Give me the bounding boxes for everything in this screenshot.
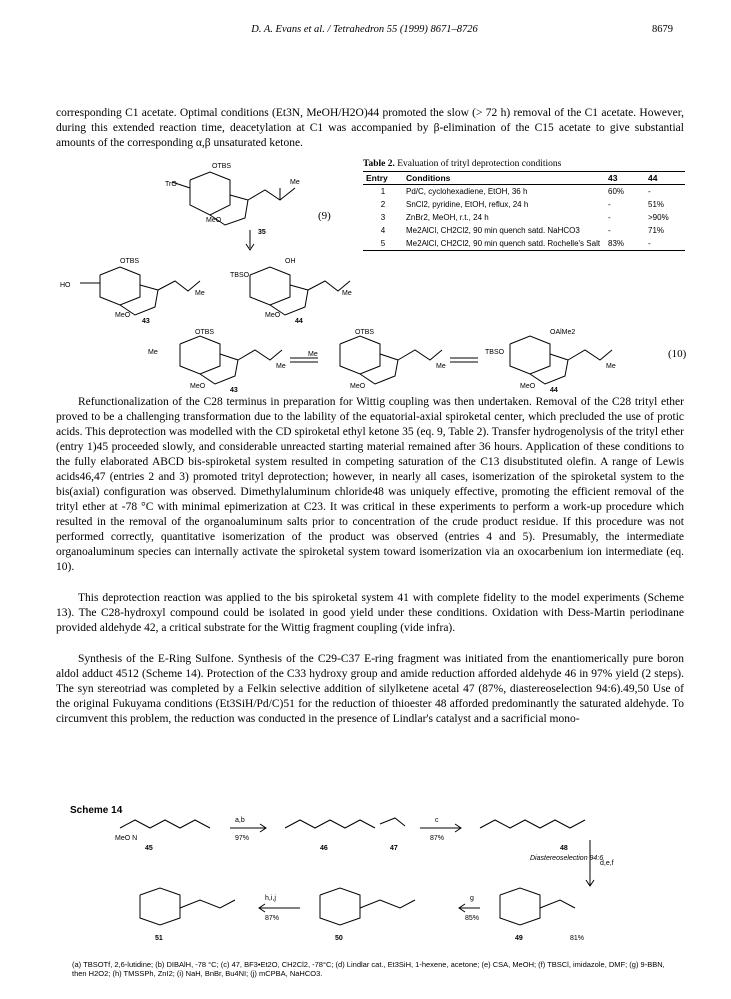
svg-text:Me: Me [276,363,286,370]
arrow-c-label: c [435,817,439,824]
compound-35-label: 35 [258,229,266,236]
arrow-ab-label: a,b [235,817,245,824]
compound-45-label: 45 [145,845,153,852]
svg-text:MeO: MeO [206,217,222,224]
body-paragraph-3: Synthesis of the E-Ring Sulfone. Synthesis of the C29-C37 E-ring fragment was initiated from the enantiomerically pure boron aldol adduct 4512 (Scheme 14). Protection of the C33 hydroxy group and amide reduction afforded aldehyde 46 in 97% yield (2 steps). The syn stereotriad was completed by a Felkin selective addition of silylketene acetal 47 (87%, diastereoselection 94:6).49,50 Use of the original Fukuyama conditions (Et3SiH/Pd/C)51 for the reduction of thioester 48 afforded predominantly the saturated aldehyde. To circumvent this problem, the reduction was conducted in the presence of Lindlar's catalyst and a sacrificial mono- [56,653,684,725]
table-cell: 83% [605,237,645,251]
scheme-footnote: (a) TBSOTf, 2,6-lutidine; (b) DIBAlH, -78 °C; (c) 47, BF3•Et2O, CH2Cl2, -78°C; (d) Lindlar cat., Et3SiH, 1-hexene, acetone; (e) CSA, MeOH; (f) TBSCl, imidazole, DMF; (g) 9-BBN, then H2O2; (h) TMSSPh, ZnI2; (i) NaH, BnBr, Bu4NI; (j) mCPBA, NaHCO3. [72,960,665,978]
compound-48-label: 48 [560,845,568,852]
svg-text:MeO: MeO [115,312,131,319]
eq10-number: (10) [668,348,687,360]
table-row [363,224,685,237]
running-title: D. A. Evans et al. / Tetrahedron 55 (1999) 8671–8726 [251,24,478,35]
table-cell: ZnBr2, MeOH, r.t., 24 h [406,213,489,222]
table-header-cell: Conditions [403,172,605,185]
yield-85-label: 85% [465,915,480,922]
body-paragraph-2: This deprotection reaction was applied to the bis spiroketal system 41 with complete fidelity to the model experiments (Scheme 13). The C28-hydroxyl compound could be isolated in good yield under these conditions. Oxidation with Dess-Martin periodinane provided aldehyde 42, a critical substrate for the Wittig fragment coupling (vide infra). [56,592,684,634]
svg-text:MeO: MeO [265,312,281,319]
eq10-structures [140,326,660,396]
table-cell: >90% [648,213,669,222]
table-title: Table 2. Evaluation of trityl deprotection conditions [363,159,562,169]
eq9-number: (9) [318,210,331,222]
table-cell: Me2AlCl, CH2Cl2, 90 min quench satd. NaHCO3 [406,226,580,235]
table-row [363,198,685,211]
table-data [363,171,685,251]
table-cell: 5 [363,237,403,251]
compound-51-label: 51 [155,935,163,942]
table-cell: 71% [648,226,665,235]
svg-text:Me: Me [195,290,205,297]
table-cell: 51% [648,200,665,209]
svg-text:MeO: MeO [190,383,206,390]
svg-text:HO: HO [60,282,71,289]
svg-text:OTBS: OTBS [195,329,215,336]
table-cell: SnCl2, pyridine, EtOH, reflux, 24 h [406,200,529,209]
page-number: 8679 [652,24,673,35]
table-cell: - [608,200,611,209]
yield-87b-label: 87% [265,915,280,922]
svg-text:OH: OH [285,258,296,265]
diastereoselection-label: Diastereoselection 94:6 [530,855,604,862]
arrow-def-label: d,e,f [600,860,614,867]
arrow-hij-label: h,i,j [265,895,276,902]
table-cell: - [608,226,611,235]
svg-text:Me: Me [342,290,352,297]
page-header [56,24,673,38]
table-cell: 3 [380,213,386,222]
svg-text:MeO N: MeO N [115,835,138,842]
table-cell: 1 [380,187,386,196]
svg-text:Me: Me [290,179,300,186]
compound-44-label: 44 [295,318,303,325]
table-row [363,237,685,251]
table-cell: - [645,237,685,251]
table-cell: 60% [608,187,625,196]
table-cell: - [648,187,651,196]
svg-text:OTBS: OTBS [120,258,140,265]
eq9-products [60,255,360,325]
table-2 [363,159,685,251]
table-row [363,185,685,199]
scheme-14-drawing [60,800,680,960]
svg-text:MeO: MeO [350,383,366,390]
table-cell: Me2AlCl, CH2Cl2, 90 min quench satd. Rochelle's Salt [403,237,605,251]
scheme-title: Scheme 14 [70,805,123,816]
compound-49-label: 49 [515,935,523,942]
svg-text:OTBS: OTBS [212,163,232,170]
table-cell: - [608,213,611,222]
table-header-cell: Entry [363,172,403,185]
svg-text:MeO: MeO [520,383,536,390]
svg-text:OAlMe2: OAlMe2 [550,329,576,336]
table-row [363,211,685,224]
svg-text:TBSO: TBSO [230,272,250,279]
compound-43-label-eq10: 43 [230,387,238,394]
body-paragraph-1: Refunctionalization of the C28 terminus in preparation for Wittig coupling was then undertaken. Removal of the C28 trityl ether proved to be a challenging transformation due to the lability of the equatorial-axial spiroketal center, which precluded the use of protic acids. This deprotection was modelled with the CD spiroketal ethyl ketone 35 (eq. 9, Table 2). Transfer hydrogenolysis of the trityl ether (entry 1)45 proceeded slowly, and considerable unreacted starting material remained after 36 hours. Application of these conditions to the fully elaborated ABCD bis-spiroketal system resulted in competing saturation of the C13 disubstituted olefin. A range of Lewis acids46,47 (entries 2 and 3) promoted trityl deprotection; however, in nearly all cases, isomerization of the spiroketal system to the bis(axial) configuration was observed. Dimethylaluminum chloride48 was uniquely effective, promoting the efficient removal of the trityl ether at -78 °C with minimal epimerization at C23. It was critical in these experiments to perform a work-up procedure which resulted in the removal of the organoaluminum salts prior to concentration of the crude product residue. If this procedure was not performed correctly, quantitative isomerization of the product was observed (entries 4 and 5). Presumably, the intermediate organoaluminum species can internally activate the spiroketal system toward isomerization via an oxocarbenium ion intermediate (eq. 10). [56,396,684,573]
intro-paragraph: corresponding C1 acetate. Optimal conditions (Et3N, MeOH/H2O)44 promoted the slow (> 72 h) removal of the C1 acetate. However, during this extended reaction time, deacetylation at C1 was accompanied by β-elimination of the C15 acetate to give substantial amounts of the corresponding α,β unsaturated ketone. [56,107,684,149]
svg-text:Me: Me [148,349,158,356]
yield-97-label: 97% [235,835,250,842]
yield-81-label: 81% [570,935,585,942]
svg-text:TBSO: TBSO [485,349,505,356]
compound-50-label: 50 [335,935,343,942]
svg-text:OTBS: OTBS [355,329,375,336]
table-cell: 2 [380,200,386,209]
arrow-g-label: g [470,895,474,902]
svg-text:Me: Me [436,363,446,370]
table-header-cell: 44 [645,172,685,185]
table-header-cell: 43 [605,172,645,185]
compound-44-label-eq10: 44 [550,387,558,394]
table-cell: 4 [380,226,386,235]
svg-text:Me: Me [606,363,616,370]
compound-47-label: 47 [390,845,398,852]
yield-87-label: 87% [430,835,445,842]
table-cell: Pd/C, cyclohexadiene, EtOH, 36 h [406,187,528,196]
svg-text:Me: Me [308,351,318,358]
compound-46-label: 46 [320,845,328,852]
svg-text:TrO: TrO [165,181,177,188]
compound-43-label: 43 [142,318,150,325]
